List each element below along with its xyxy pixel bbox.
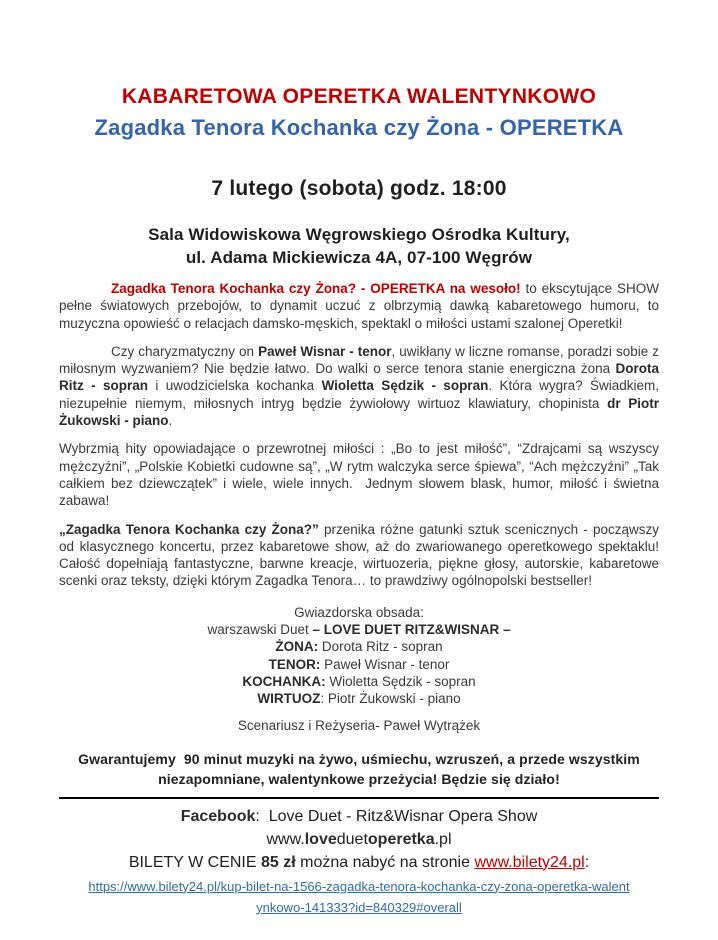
text-segment: – LOVE DUET RITZ&WISNAR – bbox=[312, 622, 511, 638]
facebook-line bbox=[59, 806, 659, 827]
text-segment: WIRTUOZ bbox=[257, 691, 321, 707]
document-page bbox=[59, 0, 659, 918]
text-segment: , uwikłany w liczne romanse, poradzi sobie z miłosnym wyzwaniem? Nie będzie łatwo. Do walki o serce tenora stanie energiczna żona bbox=[59, 343, 659, 377]
venue-line-1: Sala Widowiskowa Węgrowskiego Ośrodka Kultury, bbox=[148, 225, 570, 244]
text-segment: . bbox=[168, 413, 173, 429]
text-segment: Paweł Wisnar - tenor bbox=[258, 343, 392, 359]
bilety24-inline-link[interactable]: www.bilety24.pl bbox=[474, 853, 585, 871]
text-segment: operetka bbox=[367, 830, 435, 848]
text-segment: Paweł Wisnar - tenor bbox=[320, 656, 450, 672]
cast-line-duet bbox=[59, 621, 659, 638]
text-segment: : bbox=[584, 853, 590, 871]
guarantee-block bbox=[59, 749, 659, 789]
divider-line bbox=[59, 797, 659, 799]
text-segment: duet bbox=[336, 830, 368, 848]
cast-line-zona bbox=[59, 638, 659, 655]
p1-red-lead: Zagadka Tenora Kochanka czy Żona? - OPERETKA na wesoło! bbox=[111, 281, 521, 296]
text-segment: Dorota Ritz - sopran bbox=[59, 361, 659, 394]
text-segment: warszawski Duet bbox=[207, 622, 313, 638]
cast-line-tenor bbox=[59, 656, 659, 673]
page-title: KABARETOWA OPERETKA WALENTYNKOWO bbox=[121, 85, 597, 108]
text-segment: : Piotr Żukowski - piano bbox=[320, 691, 461, 707]
text-segment: można nabyć na stronie bbox=[295, 853, 475, 871]
text-segment: KOCHANKA: bbox=[242, 673, 326, 689]
text-segment: Wybrzmią hity opowiadające o przewrotnej miłości : „Bo to jest miłość”, “Zdrajcami są wszyscy mężczyźni”, „Polskie Kobietki cudowne są”, „W rytm walczyka serce śpiewa”, “Ach mężczyźni” „Tak całkiem bez dziewczątek” i wiele, wiele innych. Jednym słowem blask, humor, miłość i świetna zabawa! bbox=[59, 441, 659, 509]
ticket-url-link[interactable]: https://www.bilety24.pl/kup-bilet-na-1566-zagadka-tenora-kochanka-czy-zona-operetka-walentynkowo-141333?id=840329#overall bbox=[88, 878, 630, 915]
text-segment: i uwodzicielska kochanka bbox=[148, 378, 322, 394]
text-segment: Czy charyzmatyczny on bbox=[111, 343, 259, 359]
text-segment: .pl bbox=[434, 830, 452, 848]
tickets-line bbox=[59, 852, 659, 873]
text-segment: love bbox=[304, 830, 337, 848]
text-segment: . Która wygra? Świadkiem, niezupełnie niemym, miłosnych intryg będzie żywiołowy wirtuoz klawiatury, chopinista bbox=[59, 378, 659, 411]
text-segment: Wioletta Sędzik - sopran bbox=[321, 378, 489, 394]
venue-line-2: ul. Adama Mickiewicza 4A, 07-100 Węgrów bbox=[185, 248, 533, 267]
event-date: 7 lutego (sobota) godz. 18:00 bbox=[211, 177, 507, 200]
venue-address bbox=[59, 223, 659, 269]
guarantee-line-1: Gwarantujemy 90 minut muzyki na żywo, uśmiechu, wzruszeń, a przede wszystkim bbox=[78, 750, 640, 767]
website-line bbox=[59, 829, 659, 850]
cast-block bbox=[59, 604, 659, 708]
text-segment: BILETY W CENIE bbox=[128, 853, 261, 871]
text-segment: www. bbox=[266, 830, 305, 848]
text-segment: to ekscytujące SHOW pełne światowych przebojów, to dynamit uczuć z olbrzymią dawką kabaretowego humoru, to muzyczna opowieść o relacjach damsko-męskich, spektakl o miłości ustami szalonej Operetki! bbox=[59, 281, 659, 331]
text-segment: 85 zł bbox=[261, 853, 296, 871]
paragraph-genres bbox=[59, 521, 659, 590]
text-segment: Facebook bbox=[180, 807, 256, 825]
text-segment: dr Piotr Żukowski - piano bbox=[59, 395, 659, 429]
text-segment: Dorota Ritz - sopran bbox=[318, 639, 443, 655]
paragraph-plot bbox=[59, 343, 659, 429]
cast-heading: Gwiazdorska obsada: bbox=[294, 604, 424, 620]
paragraph-intro bbox=[59, 280, 659, 332]
text-segment: : Love Duet - Ritz&Wisnar Opera Show bbox=[255, 807, 538, 825]
paragraph-songs bbox=[59, 440, 659, 509]
cast-line-kochanka bbox=[59, 673, 659, 690]
text-segment: przenika różne gatunki sztuk scenicznych - począwszy od klasycznego koncertu, przez kabaretowe show, aż do zwariowanego operetkowego spektaklu! Całość dopełniają fantastyczne, barwne kreacje, wirtuozeria, piękne głosy, autorskie, kabaretowe scenki oraz teksty, dzięki którym Zagadka Tenora… to prawdziwy ogólnopolski bestseller! bbox=[59, 521, 659, 589]
text-segment: TENOR: bbox=[268, 656, 321, 672]
text-segment: „Zagadka Tenora Kochanka czy Żona?” bbox=[59, 521, 319, 537]
cast-line-wirtuoz bbox=[59, 690, 659, 707]
page-subtitle: Zagadka Tenora Kochanka czy Żona - OPERETKA bbox=[94, 115, 624, 140]
text-segment: Wioletta Sędzik - sopran bbox=[325, 673, 476, 689]
guarantee-line-2: niezapomniane, walentynkowe przeżycia! Będzie się działo! bbox=[158, 770, 560, 787]
director-line: Scenariusz i Reżyseria- Paweł Wytrążek bbox=[237, 717, 481, 733]
text-segment: ŻONA: bbox=[275, 639, 319, 655]
